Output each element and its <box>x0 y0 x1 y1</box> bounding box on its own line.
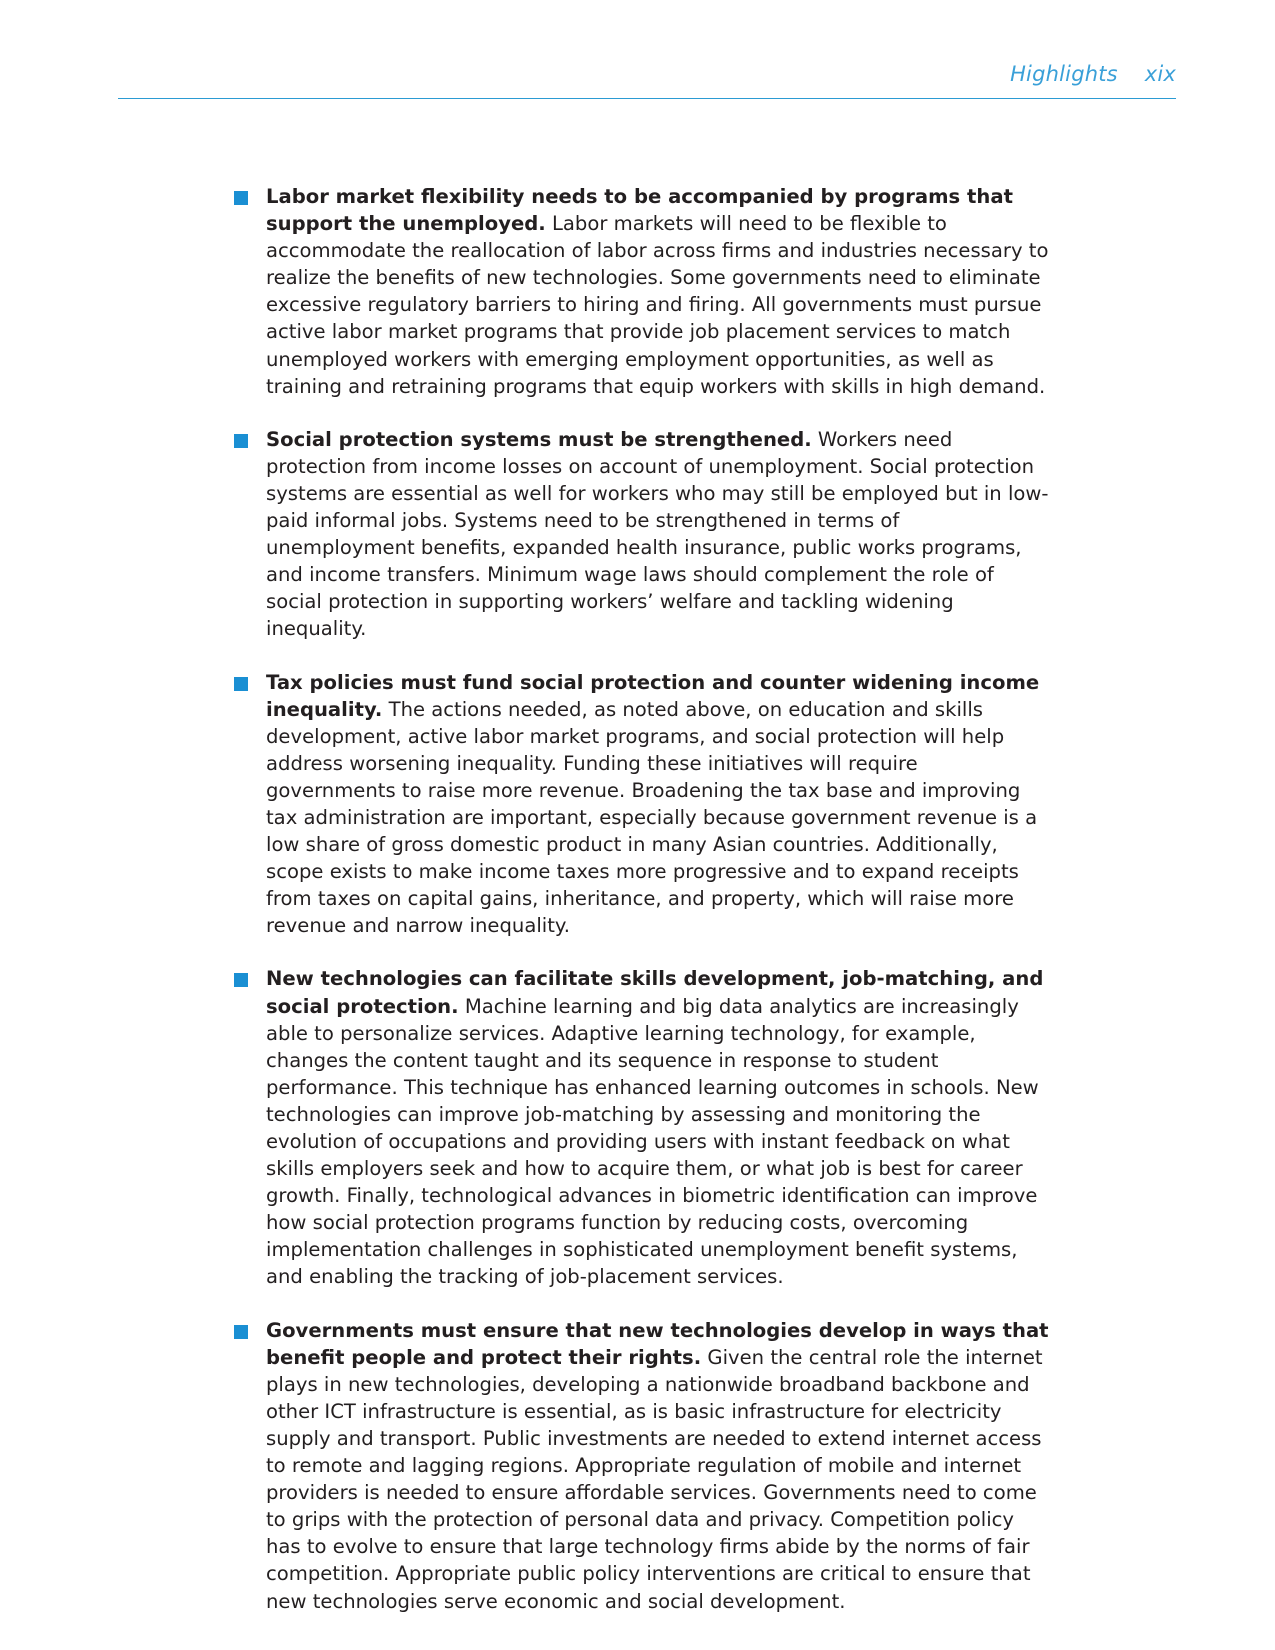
section-title: Highlights <box>1010 62 1118 86</box>
bullet-heading: New technologies can facilitate skills development, job-matching, and social protection. <box>266 967 1044 1018</box>
bullet-heading: Social protection systems must be strengthened. <box>266 427 812 451</box>
bullet-heading: Governments must ensure that new technologies develop in ways that benefit people and protect their rights. <box>266 1318 1049 1369</box>
bullet-item <box>234 669 1049 940</box>
highlights-bullet-list <box>234 183 1049 1641</box>
bullet-item <box>234 1317 1049 1615</box>
square-bullet-icon <box>234 1325 248 1339</box>
bullet-item <box>234 426 1049 643</box>
square-bullet-icon <box>234 434 248 448</box>
bullet-item <box>234 183 1049 400</box>
square-bullet-icon <box>234 677 248 691</box>
header-text <box>1010 62 1176 86</box>
bullet-heading: Tax policies must fund social protection and counter widening income inequality. <box>266 670 1040 721</box>
running-header <box>118 62 1176 99</box>
bullet-body: Labor markets will need to be flexible to accommodate the reallocation of labor across firms and industries necessary to realize the benefits of new technologies. Some governments need to eliminate excessive regulatory barriers to hiring and firing. All governments must pursue active labor market programs that provide job placement services to match unemployed workers with emerging employment opportunities, as well as training and retraining programs that equip workers with skills in high demand. <box>266 212 1049 398</box>
bullet-item <box>234 965 1049 1290</box>
bullet-body: Machine learning and big data analytics are increasingly able to personalize services. Adaptive learning technology, for example, changes the content taught and its sequence in response to student performance. This technique has enhanced learning outcomes in schools. New technologies can improve job-matching by assessing and monitoring the evolution of occupations and providing users with instant feedback on what skills employers seek and how to acquire them, or what job is best for career growth. Finally, technological advances in biometric identification can improve how social protection programs function by reducing costs, overcoming implementation challenges in sophisticated unemployment benefit systems, and enabling the tracking of job-placement services. <box>266 994 1039 1289</box>
bullet-body: The actions needed, as noted above, on education and skills development, active labor market programs, and social protection will help address worsening inequality. Funding these initiatives will require governments to raise more revenue. Broadening the tax base and improving tax administration are important, especially because government revenue is a low share of gross domestic product in many Asian countries. Additionally, scope exists to make income taxes more progressive and to expand receipts from taxes on capital gains, inheritance, and property, which will raise more revenue and narrow inequality. <box>266 697 1038 938</box>
bullet-body: Given the central role the internet plays in new technologies, developing a nationwide broadband backbone and other ICT infrastructure is essential, as is basic infrastructure for electricity supply and transport. Public investments are needed to extend internet access to remote and lagging regions. Appropriate regulation of mobile and internet providers is needed to ensure affordable services. Governments need to come to grips with the protection of personal data and privacy. Competition policy has to evolve to ensure that large technology firms abide by the norms of fair competition. Appropriate public policy interventions are critical to ensure that new technologies serve economic and social development. <box>266 1345 1043 1613</box>
bullet-heading: Labor market flexibility needs to be accompanied by programs that support the unemployed. <box>266 185 1013 236</box>
square-bullet-icon <box>234 191 248 205</box>
page-number: xix <box>1144 62 1176 86</box>
bullet-body: Workers need protection from income losses on account of unemployment. Social protection systems are essential as well for workers who may still be employed but in low-paid informal jobs. Systems need to be strengthened in terms of unemployment benefits, expanded health insurance, public works programs, and income transfers. Minimum wage laws should complement the role of social protection in supporting workers’ welfare and tackling widening inequality. <box>266 427 1049 641</box>
square-bullet-icon <box>234 973 248 987</box>
